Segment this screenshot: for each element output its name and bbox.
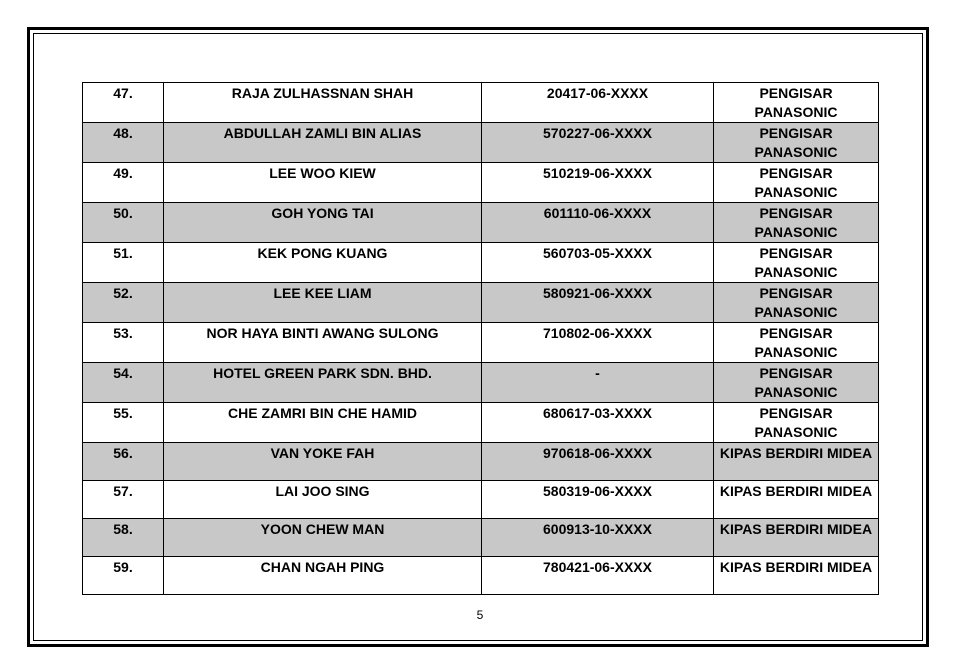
recipient-name: ABDULLAH ZAMLI BIN ALIAS (164, 123, 482, 163)
row-number: 57. (83, 481, 164, 519)
row-number: 51. (83, 243, 164, 283)
item-description: PENGISAR PANASONIC (714, 283, 879, 323)
recipient-name: GOH YONG TAI (164, 203, 482, 243)
item-description: KIPAS BERDIRI MIDEA (714, 481, 879, 519)
table-row (83, 403, 879, 443)
item-description: KIPAS BERDIRI MIDEA (714, 519, 879, 557)
ic-number: 560703-05-XXXX (482, 243, 714, 283)
item-description: PENGISAR PANASONIC (714, 203, 879, 243)
ic-number: 780421-06-XXXX (482, 557, 714, 595)
table-row (83, 519, 879, 557)
table-row (83, 443, 879, 481)
row-number: 58. (83, 519, 164, 557)
row-number: 55. (83, 403, 164, 443)
ic-number: 680617-03-XXXX (482, 403, 714, 443)
ic-number: 570227-06-XXXX (482, 123, 714, 163)
ic-number: 601110-06-XXXX (482, 203, 714, 243)
ic-number: 580319-06-XXXX (482, 481, 714, 519)
recipient-name: KEK PONG KUANG (164, 243, 482, 283)
table-row (83, 323, 879, 363)
ic-number: 580921-06-XXXX (482, 283, 714, 323)
item-description: PENGISAR PANASONIC (714, 403, 879, 443)
recipient-name: VAN YOKE FAH (164, 443, 482, 481)
item-description: PENGISAR PANASONIC (714, 163, 879, 203)
table-row (83, 163, 879, 203)
recipient-name: LEE WOO KIEW (164, 163, 482, 203)
recipient-name: LAI JOO SING (164, 481, 482, 519)
row-number: 49. (83, 163, 164, 203)
recipient-name: CHAN NGAH PING (164, 557, 482, 595)
table-row (83, 203, 879, 243)
recipient-name: LEE KEE LIAM (164, 283, 482, 323)
recipient-name: HOTEL GREEN PARK SDN. BHD. (164, 363, 482, 403)
ic-number: 600913-10-XXXX (482, 519, 714, 557)
table-row (83, 243, 879, 283)
recipient-name: CHE ZAMRI BIN CHE HAMID (164, 403, 482, 443)
row-number: 54. (83, 363, 164, 403)
recipient-name: NOR HAYA BINTI AWANG SULONG (164, 323, 482, 363)
table-row (83, 363, 879, 403)
row-number: 50. (83, 203, 164, 243)
row-number: 56. (83, 443, 164, 481)
row-number: 59. (83, 557, 164, 595)
row-number: 53. (83, 323, 164, 363)
table-row (83, 283, 879, 323)
ic-number: 510219-06-XXXX (482, 163, 714, 203)
recipient-name: RAJA ZULHASSNAN SHAH (164, 83, 482, 123)
table-row (83, 557, 879, 595)
ic-number: - (482, 363, 714, 403)
item-description: PENGISAR PANASONIC (714, 123, 879, 163)
ic-number: 20417-06-XXXX (482, 83, 714, 123)
row-number: 52. (83, 283, 164, 323)
table-row (83, 123, 879, 163)
row-number: 48. (83, 123, 164, 163)
table-row (83, 481, 879, 519)
recipient-table (82, 82, 879, 595)
ic-number: 710802-06-XXXX (482, 323, 714, 363)
item-description: PENGISAR PANASONIC (714, 83, 879, 123)
item-description: KIPAS BERDIRI MIDEA (714, 443, 879, 481)
item-description: PENGISAR PANASONIC (714, 243, 879, 283)
recipient-name: YOON CHEW MAN (164, 519, 482, 557)
item-description: KIPAS BERDIRI MIDEA (714, 557, 879, 595)
item-description: PENGISAR PANASONIC (714, 323, 879, 363)
page-number: 5 (476, 608, 484, 622)
ic-number: 970618-06-XXXX (482, 443, 714, 481)
table-row (83, 83, 879, 123)
row-number: 47. (83, 83, 164, 123)
item-description: PENGISAR PANASONIC (714, 363, 879, 403)
